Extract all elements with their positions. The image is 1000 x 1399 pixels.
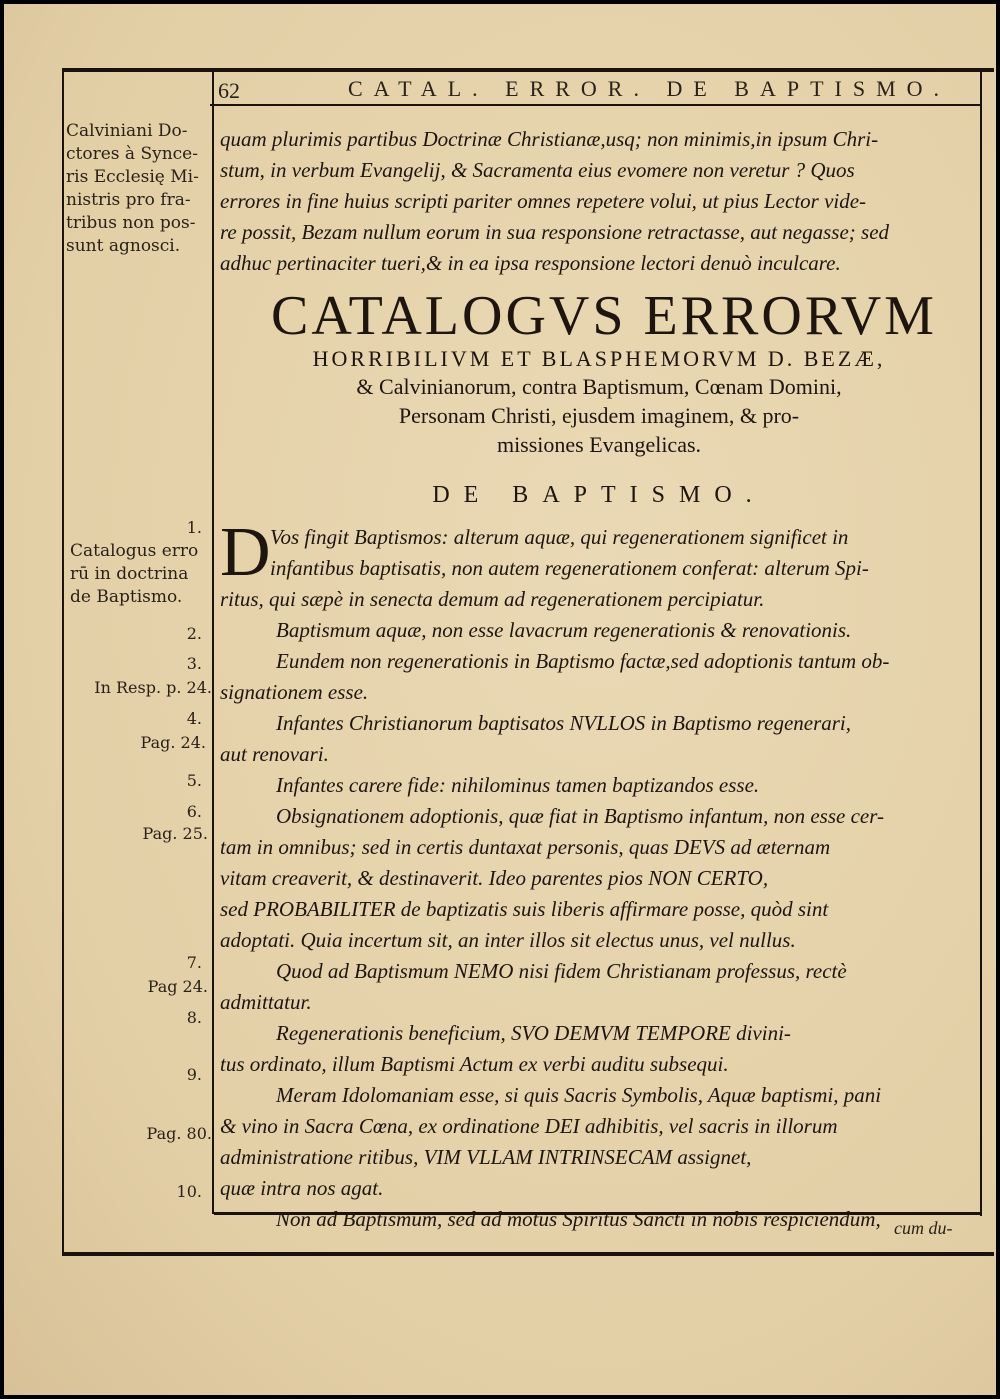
margin-line: Catalogus erro (70, 541, 199, 561)
margin-line: tribus non pos- (66, 213, 196, 233)
running-header (218, 74, 978, 104)
body-line: Vos fingit Baptismos: alterum aquæ, qui regenerationem significet in (270, 525, 849, 549)
body-line: aut renovari. (220, 742, 329, 766)
body-line: Quod ad Baptismum NEMO nisi fidem Christianam professus, rectè (276, 959, 847, 983)
margin-number: 2. (186, 624, 202, 643)
intro-line: re possit, Bezam nullum eorum in sua responsione retractasse, aut negasse; sed (220, 220, 890, 244)
margin-ref: Pag. 25. (142, 824, 208, 843)
subtitle-line: missiones Evangelicas. (496, 432, 702, 457)
body-line: Meram Idolomaniam esse, si quis Sacris Symbolis, Aquæ baptismi, pani (276, 1083, 882, 1107)
margin-line: rū in doctrina (70, 564, 189, 584)
body-line: quæ intra nos agat. (220, 1176, 384, 1200)
body-line: signationem esse. (220, 680, 369, 704)
catalog-title: CATALOGVS ERRORVM (271, 285, 937, 347)
margin-number: 6. (186, 802, 202, 821)
top-rule (62, 68, 994, 72)
intro-line: errores in fine huius scripti pariter omnes repetere volui, ut pius Lector vide- (220, 189, 867, 213)
margin-number: 8. (186, 1008, 202, 1027)
body-line: Non ad Baptismum, sed ad motus Spiritus Sancti in nobis respiciendum, (276, 1207, 881, 1231)
intro-line: quam plurimis partibus Doctrinæ Christianæ,usq; non minimis,in ipsum Chri- (220, 127, 879, 151)
running-head: CATAL. ERROR. DE BAPTISMO. (348, 76, 951, 101)
margin-ref: Pag 24. (147, 977, 208, 996)
margin-number: 4. (186, 709, 202, 728)
body-line: infantibus baptisatis, non autem regenerationem conferat: alterum Spi- (270, 556, 869, 580)
margin-number: 7. (186, 953, 202, 972)
body-line: Infantes Christianorum baptisatos NVLLOS in Baptismo regenerari, (276, 711, 852, 735)
header-underline (210, 104, 980, 106)
page-number: 62 (218, 78, 240, 103)
margin-number: 5. (186, 771, 202, 790)
margin-number: 1. (186, 518, 202, 537)
body-line: administratione ritibus, VIM VLLAM INTRINSECAM assignet, (220, 1145, 752, 1169)
body-line: adoptati. Quia incertum sit, an inter illos sit electus unus, vel nullus. (220, 928, 796, 952)
column-divider (212, 68, 214, 1214)
body-line: & vino in Sacra Cœna, ex ordinatione DEI adhibitis, vel sacris in illorum (220, 1114, 838, 1138)
intro-line: stum, in verbum Evangelij, & Sacramenta eius evomere non veretur ? Quos (220, 158, 855, 182)
margin-line: de Baptismo. (70, 587, 183, 607)
margin-number: 3. (186, 654, 202, 673)
subtitle-line: Personam Christi, ejusdem imaginem, & pro- (398, 403, 800, 428)
page-sheet (4, 4, 996, 1395)
subtitle-line: & Calvinianorum, contra Baptismum, Cœnam Domini, (356, 374, 842, 399)
body-line: ritus, qui sæpè in senecta demum ad regenerationem percipiatur. (220, 587, 765, 611)
margin-line: Calviniani Do- (66, 121, 188, 141)
margin-note-catalogus (70, 540, 198, 609)
section-heading: DE BAPTISMO. (432, 482, 766, 508)
margin-line: ris Ecclesię Mi- (66, 167, 199, 187)
margin-line: ctores à Synce- (66, 144, 198, 164)
right-border (980, 68, 982, 1216)
catchword: cum du- (894, 1218, 953, 1238)
body-line: admittatur. (220, 990, 312, 1014)
body-line: sed PROBABILITER de baptizatis suis liberis affirmare posse, quòd sint (220, 897, 829, 921)
margin-line: sunt agnosci. (66, 236, 181, 256)
body-line: Regenerationis beneficium, SVO DEMVM TEMPORE divini- (276, 1021, 791, 1045)
margin-number: 10. (176, 1182, 202, 1201)
body-line: tam in omnibus; sed in certis duntaxat personis, quas DEVS ad æternam (220, 835, 831, 859)
margin-note-calviniani (66, 120, 199, 258)
intro-line: adhuc pertinaciter tueri,& in ea ipsa responsione lectori denuò inculcare. (220, 251, 841, 275)
margin-ref: Pag. 80. (146, 1124, 212, 1143)
body-line: vitam creaverit, & destinaverit. Ideo parentes pios NON CERTO, (220, 866, 769, 890)
body-line: tus ordinato, illum Baptismi Actum ex verbi auditu subsequi. (220, 1052, 729, 1076)
body-line: Eundem non regenerationis in Baptismo factæ,sed adoptionis tantum ob- (276, 649, 890, 673)
drop-cap: D (220, 514, 271, 591)
margin-line: nistris pro fra- (66, 190, 191, 210)
body-line: Baptismum aquæ, non esse lavacrum regenerationis & renovationis. (276, 618, 852, 642)
body-line: Infantes carere fide: nihilominus tamen baptizandos esse. (276, 773, 760, 797)
margin-ref: In Resp. p. 24. (94, 678, 212, 697)
margin-number: 9. (186, 1065, 202, 1084)
footer-rule (62, 1252, 994, 1256)
left-border (62, 68, 64, 1256)
margin-ref: Pag. 24. (140, 733, 206, 752)
subtitle-line: HORRIBILIVM ET BLASPHEMORVM D. BEZÆ, (312, 346, 886, 371)
body-line: Obsignationem adoptionis, quæ fiat in Baptismo infantum, non esse cer- (276, 804, 884, 828)
